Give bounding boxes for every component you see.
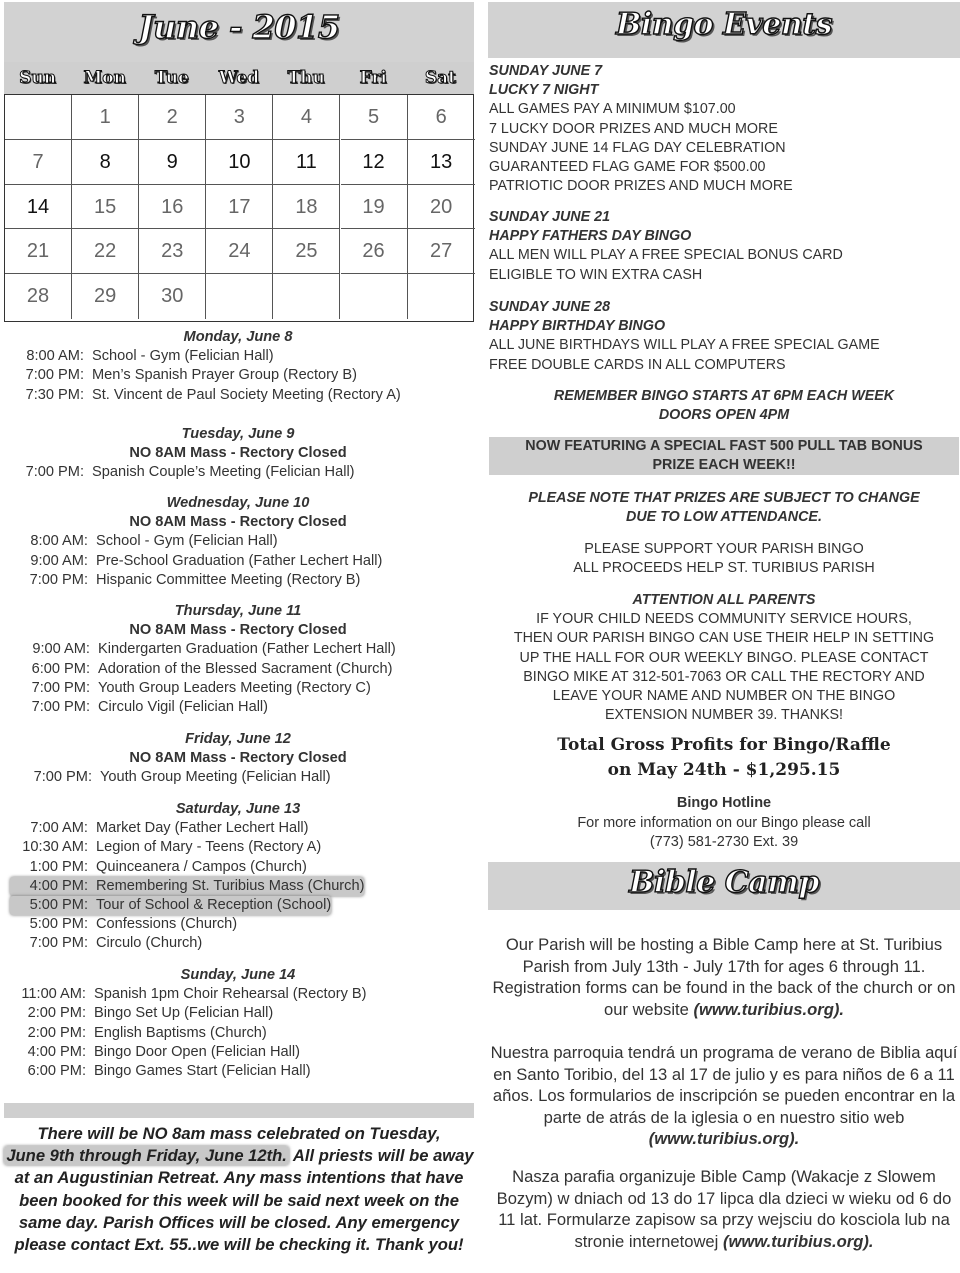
- bible-camp-title: Bible Camp: [629, 865, 819, 900]
- attention-line: EXTENSION NUMBER 39. THANKS!: [604, 707, 844, 724]
- calendar-day-cell: [408, 274, 475, 319]
- schedule-event: [0, 1043, 476, 1062]
- event-description: Remembering St. Turibius Mass (Church): [96, 877, 365, 894]
- event-time: 7:00 AM:: [30, 820, 88, 837]
- attention-line: LEAVE YOUR NAME AND NUMBER ON THE BINGO: [552, 688, 896, 705]
- schedule-event: [0, 877, 476, 896]
- bingo-event-june-28: [489, 298, 959, 375]
- schedule-day: [0, 966, 476, 1081]
- hotline-line: For more information on our Bingo please call: [577, 814, 871, 831]
- event-description: Spanish Couple’s Meeting (Felician Hall): [92, 464, 355, 481]
- event-heading: SUNDAY JUNE 28: [489, 299, 611, 315]
- calendar-day-cell: [5, 95, 72, 140]
- calendar-day-cell: 25: [273, 229, 340, 274]
- notice-text-2: All priests will be away at an Augustinian Retreat. Any mass intentions that have been booked for this week will be said next week on the same day. Parish Offices will be closed. Any emergency please contact Ext. 55..we will be checking it. Thank you!: [14, 1146, 474, 1255]
- support-line: PLEASE SUPPORT YOUR PARISH BINGO: [584, 541, 864, 557]
- calendar-day-cell: 15: [72, 185, 139, 230]
- weekday-label: Sat: [424, 68, 456, 88]
- prizes-note-line: PLEASE NOTE THAT PRIZES ARE SUBJECT TO CHANGE: [528, 490, 920, 506]
- calendar-day-cell: 3: [206, 95, 273, 140]
- calendar-day-cell: 11: [273, 140, 340, 185]
- weekday-label: Sun: [19, 68, 57, 88]
- bingo-event-june-7: [489, 62, 959, 196]
- calendar-day-cell: 9: [139, 140, 206, 185]
- event-description: Bingo Games Start (Felician Hall): [94, 1063, 311, 1080]
- featuring-line: NOW FEATURING A SPECIAL FAST 500 PULL TAB BONUS: [525, 438, 923, 454]
- schedule-day: [0, 800, 476, 954]
- calendar-day-cell: 26: [341, 229, 408, 274]
- bingo-prizes-note: [489, 489, 959, 527]
- event-subheading: HAPPY FATHERS DAY BINGO: [489, 228, 692, 245]
- schedule-day-heading: Friday, June 12: [185, 731, 291, 747]
- event-time: 7:00 PM:: [29, 571, 88, 588]
- attention-line: THEN OUR PARISH BINGO CAN USE THEIR HELP IN SETTING: [513, 630, 935, 647]
- schedule-event: [0, 1004, 476, 1023]
- event-description: Market Day (Father Lechert Hall): [96, 820, 309, 837]
- event-line: ALL GAMES PAY A MINIMUM $107.00: [489, 101, 736, 118]
- calendar-title-bar: [4, 2, 474, 62]
- bingo-event-june-21: [489, 208, 959, 285]
- bingo-attention: [489, 591, 959, 725]
- event-description: Tour of School & Reception (School): [96, 897, 332, 914]
- event-description: Youth Group Meeting (Felician Hall): [100, 769, 331, 786]
- rectory-closed-note: NO 8AM Mass - Rectory Closed: [129, 514, 347, 531]
- prizes-note-line: DUE TO LOW ATTENDANCE.: [626, 509, 822, 526]
- event-line: ELIGIBLE TO WIN EXTRA CASH: [489, 266, 703, 283]
- schedule-event: [0, 571, 476, 590]
- bingo-hotline: [489, 794, 959, 853]
- schedule-day-heading: Monday, June 8: [183, 329, 293, 345]
- calendar-day-cell: 7: [5, 140, 72, 185]
- event-time: 8:00 AM:: [26, 348, 84, 365]
- website-link[interactable]: (www.turibius.org).: [693, 999, 845, 1019]
- camp-polish-text: Nasza parafia organizuje Bible Camp (Wakacje z Slowem Bozym) w dniach od 13 do 17 lipca dla dzieci w wieku od 6 do 11 lat. Formularze zapisow sa przy wejsciu do kosciola lub na stronie internetowej: [496, 1167, 952, 1251]
- event-line: FREE DOUBLE CARDS IN ALL COMPUTERS: [489, 356, 786, 373]
- calendar-day-cell: 27: [408, 229, 475, 274]
- event-time: 11:00 AM:: [21, 986, 86, 1003]
- schedule-day: [0, 328, 476, 405]
- attention-line: IF YOUR CHILD NEEDS COMMUNITY SERVICE HOURS,: [536, 611, 912, 628]
- schedule-event: [0, 1024, 476, 1043]
- schedule-day: [0, 602, 476, 717]
- event-subheading: LUCKY 7 NIGHT: [489, 82, 599, 99]
- event-line: 7 LUCKY DOOR PRIZES AND MUCH MORE: [489, 120, 778, 137]
- schedule-event: [0, 838, 476, 857]
- event-description: Hispanic Committee Meeting (Rectory B): [96, 571, 361, 588]
- event-time: 7:30 PM:: [25, 386, 84, 403]
- attention-line: BINGO MIKE AT 312-501-7063 OR CALL THE RECTORY AND: [523, 668, 925, 685]
- event-description: Bingo Set Up (Felician Hall): [94, 1005, 274, 1022]
- bingo-title: Bingo Events: [616, 7, 832, 42]
- calendar-weekday-header: [4, 62, 474, 94]
- support-line: ALL PROCEEDS HELP ST. TURIBIUS PARISH: [573, 560, 875, 577]
- schedule-event: [0, 985, 476, 1004]
- schedule-day: [0, 730, 476, 788]
- event-description: St. Vincent de Paul Society Meeting (Rectory A): [92, 386, 401, 403]
- calendar-day-cell: 6: [408, 95, 475, 140]
- profits-line: on May 24th - $1,295.15: [607, 760, 841, 780]
- event-heading: SUNDAY JUNE 21: [489, 209, 611, 225]
- event-description: Men’s Spanish Prayer Group (Rectory B): [92, 367, 357, 384]
- bible-camp-title-bar: [488, 862, 960, 910]
- calendar-day-cell: 20: [408, 185, 475, 230]
- event-time: 7:00 PM:: [31, 699, 90, 716]
- schedule-event: [0, 347, 476, 366]
- event-line: GUARANTEED FLAG GAME FOR $500.00: [489, 159, 766, 176]
- calendar-day-cell: 5: [341, 95, 408, 140]
- calendar-grid: [4, 94, 474, 322]
- no-mass-notice: [4, 1123, 474, 1256]
- event-time: 5:00 PM:: [29, 916, 88, 933]
- calendar-day-cell: 1: [72, 95, 139, 140]
- weekday-label: Mon: [83, 68, 126, 88]
- remember-line: REMEMBER BINGO STARTS AT 6PM EACH WEEK: [553, 388, 895, 404]
- calendar-day-cell: 30: [139, 274, 206, 319]
- event-time: 7:00 PM:: [25, 367, 84, 384]
- schedule-day-heading: Tuesday, June 9: [181, 426, 295, 442]
- calendar-day-cell: 23: [139, 229, 206, 274]
- schedule-event: [0, 366, 476, 385]
- calendar-day-cell: 21: [5, 229, 72, 274]
- rectory-closed-note: NO 8AM Mass - Rectory Closed: [129, 622, 347, 639]
- bingo-featuring: [489, 437, 959, 475]
- featuring-line: PRIZE EACH WEEK!!: [652, 457, 796, 474]
- remember-line: DOORS OPEN 4PM: [658, 407, 790, 424]
- notice-highlight: June 9th through Friday, June 12th.: [6, 1146, 287, 1166]
- event-description: English Baptisms (Church): [94, 1024, 267, 1041]
- event-description: Confessions (Church): [96, 916, 238, 933]
- profits-line: Total Gross Profits for Bingo/Raffle: [557, 735, 891, 755]
- weekday-label: Thu: [287, 68, 325, 88]
- calendar-day-cell: [341, 274, 408, 319]
- schedule-event: [0, 463, 476, 482]
- left-column: [0, 0, 476, 1273]
- schedule-day: [0, 494, 476, 590]
- event-time: 6:00 PM:: [31, 660, 90, 677]
- rectory-closed-note: NO 8AM Mass - Rectory Closed: [129, 445, 347, 462]
- schedule-event: [0, 1062, 476, 1081]
- schedule-event: [0, 934, 476, 953]
- calendar-day-cell: 13: [408, 140, 475, 185]
- calendar-day-cell: 4: [273, 95, 340, 140]
- event-line: PATRIOTIC DOOR PRIZES AND MUCH MORE: [489, 178, 793, 195]
- weekday-label: Tue: [154, 68, 189, 88]
- schedule-event: [0, 858, 476, 877]
- bible-camp-english: [490, 934, 958, 1020]
- event-time: 2:00 PM:: [27, 1005, 86, 1022]
- schedule-event: [0, 819, 476, 838]
- schedule-day-heading: Sunday, June 14: [180, 967, 296, 983]
- event-time: 7:00 PM:: [33, 769, 92, 786]
- rectory-closed-note: NO 8AM Mass - Rectory Closed: [129, 750, 347, 767]
- right-column: [484, 0, 960, 1273]
- calendar-day-cell: 18: [273, 185, 340, 230]
- schedule-event: [0, 768, 476, 787]
- bible-camp-spanish: [490, 1042, 958, 1150]
- bingo-profits: [489, 733, 959, 783]
- schedule-event: [0, 679, 476, 698]
- event-description: Adoration of the Blessed Sacrament (Church): [98, 660, 393, 677]
- event-line: ALL JUNE BIRTHDAYS WILL PLAY A FREE SPECIAL GAME: [489, 337, 880, 354]
- calendar-day-cell: 22: [72, 229, 139, 274]
- event-subheading: HAPPY BIRTHDAY BINGO: [489, 318, 666, 335]
- calendar-day-cell: [206, 274, 273, 319]
- calendar-day-cell: [273, 274, 340, 319]
- event-description: Kindergarten Graduation (Father Lechert Hall): [98, 641, 396, 658]
- bingo-support: [489, 540, 959, 578]
- schedule-event: [0, 698, 476, 717]
- hotline-title: Bingo Hotline: [676, 795, 772, 811]
- event-time: 10:30 AM:: [22, 839, 88, 856]
- event-description: School - Gym (Felician Hall): [92, 348, 274, 365]
- event-time: 4:00 PM:: [29, 877, 88, 894]
- schedule-day-heading: Thursday, June 11: [174, 603, 302, 619]
- event-heading: SUNDAY JUNE 7: [489, 63, 603, 79]
- event-time: 7:00 PM:: [31, 679, 90, 696]
- attention-title: ATTENTION ALL PARENTS: [632, 592, 816, 608]
- calendar-day-cell: 2: [139, 95, 206, 140]
- event-description: Pre-School Graduation (Father Lechert Hall): [96, 552, 383, 569]
- schedule-day-heading: Wednesday, June 10: [166, 495, 310, 511]
- schedule-day-heading: Saturday, June 13: [175, 801, 301, 817]
- schedule-event: [0, 915, 476, 934]
- calendar-day-cell: 12: [341, 140, 408, 185]
- bingo-remember: [489, 387, 959, 425]
- calendar-day-cell: 10: [206, 140, 273, 185]
- calendar-day-cell: 19: [341, 185, 408, 230]
- event-description: Legion of Mary - Teens (Rectory A): [96, 839, 322, 856]
- calendar-day-cell: 17: [206, 185, 273, 230]
- weekday-label: Wed: [218, 68, 260, 88]
- event-time: 2:00 PM:: [27, 1024, 86, 1041]
- hotline-line: (773) 581-2730 Ext. 39: [649, 834, 799, 850]
- event-time: 7:00 PM:: [29, 935, 88, 952]
- event-time: 7:00 PM:: [25, 464, 84, 481]
- calendar-day-cell: 24: [206, 229, 273, 274]
- schedule-event: [0, 386, 476, 405]
- event-time: 8:00 AM:: [30, 533, 88, 550]
- event-description: Youth Group Leaders Meeting (Rectory C): [98, 679, 371, 696]
- schedule-event: [0, 896, 476, 915]
- schedule-event: [0, 532, 476, 551]
- calendar-day-cell: 29: [72, 274, 139, 319]
- event-time: 1:00 PM:: [29, 858, 88, 875]
- bible-camp-polish: [490, 1166, 958, 1252]
- divider-bar: [4, 1103, 474, 1118]
- website-link[interactable]: (www.turibius.org).: [648, 1129, 800, 1149]
- camp-spanish-text: Nuestra parroquia tendrá un programa de verano de Biblia aquí en Santo Toribio, del 13 al 17 de julio y es para niños de 6 a 11 años. Los formularios de inscripción se pueden encontrar en la parte de atrás de la iglesia o en nuestro sitio web: [490, 1043, 958, 1127]
- event-time: 6:00 PM:: [27, 1063, 86, 1080]
- event-line: SUNDAY JUNE 14 FLAG DAY CELEBRATION: [489, 139, 786, 156]
- event-description: Quinceanera / Campos (Church): [96, 858, 307, 875]
- attention-line: UP THE HALL FOR OUR WEEKLY BINGO. PLEASE CONTACT: [519, 649, 929, 666]
- event-description: Spanish 1pm Choir Rehearsal (Rectory B): [94, 986, 367, 1003]
- bingo-title-bar: [488, 2, 960, 58]
- event-description: Bingo Door Open (Felician Hall): [94, 1043, 301, 1060]
- camp-english-text: Our Parish will be hosting a Bible Camp here at St. Turibius Parish from July 13th - July 17th for ages 6 through 11. Registration forms can be found in the back of the church or on our website: [492, 935, 956, 1019]
- schedule-event: [0, 640, 476, 659]
- calendar-day-cell: 16: [139, 185, 206, 230]
- calendar-day-cell: 8: [72, 140, 139, 185]
- schedule-event: [0, 552, 476, 571]
- event-time: 5:00 PM:: [29, 897, 88, 914]
- event-description: Circulo (Church): [96, 935, 203, 952]
- calendar-day-cell: 28: [5, 274, 72, 319]
- event-time: 9:00 AM:: [30, 552, 88, 569]
- event-time: 4:00 PM:: [27, 1043, 86, 1060]
- event-line: ALL MEN WILL PLAY A FREE SPECIAL BONUS CARD: [489, 247, 843, 264]
- event-time: 9:00 AM:: [32, 641, 90, 658]
- website-link[interactable]: (www.turibius.org).: [722, 1231, 874, 1251]
- schedule-day: [0, 425, 476, 483]
- schedule-event: [0, 660, 476, 679]
- event-description: Circulo Vigil (Felician Hall): [98, 699, 269, 716]
- weekday-label: Fri: [359, 68, 387, 88]
- calendar-title: June - 2015: [138, 8, 340, 46]
- calendar-day-cell: 14: [5, 185, 72, 230]
- event-description: School - Gym (Felician Hall): [96, 533, 278, 550]
- notice-text-1: There will be NO 8am mass celebrated on Tuesday,: [37, 1124, 441, 1143]
